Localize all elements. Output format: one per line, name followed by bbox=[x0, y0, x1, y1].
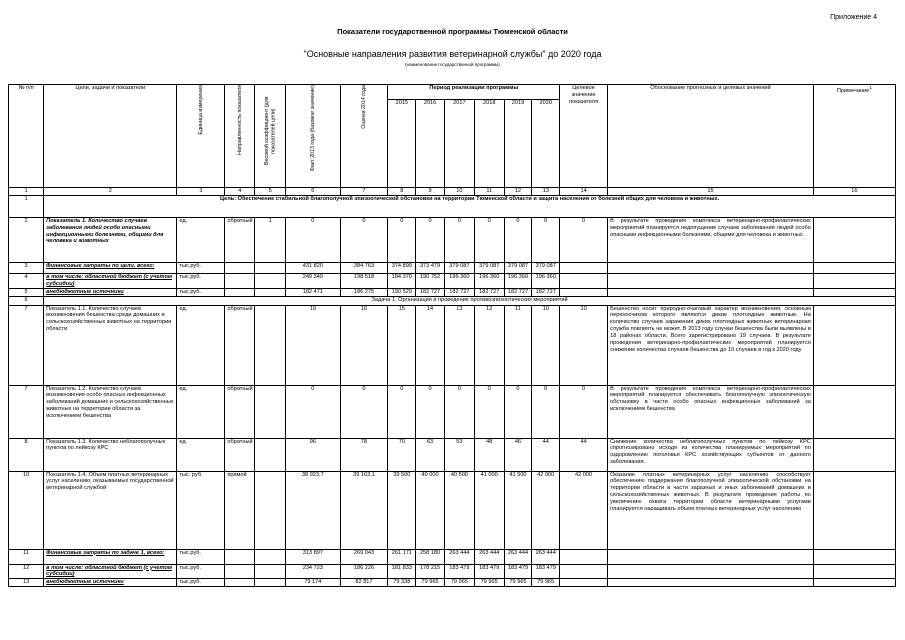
column-number-cell: 2 bbox=[44, 188, 177, 196]
note-cell bbox=[813, 549, 895, 564]
year-value-cell: 13 bbox=[444, 305, 474, 385]
year-value-cell: 44 bbox=[532, 438, 560, 471]
year-value-cell: 15 bbox=[388, 305, 416, 385]
col-header-note-sup: 1 bbox=[869, 85, 872, 90]
justification-cell: Оказание платных ветеринарных услуг населению способствует обеспечению поддержания благополучной эпизоотической обстановки на территории области в части заразных и иных заболеваний домашних и сельскохозяйственных животных. В результате проведения работы по увеличению охвата территории области ветеринарными услугами планируется наращивать объем платных ветеринарных услуг населению bbox=[608, 471, 814, 549]
note-cell bbox=[813, 305, 895, 385]
justification-cell bbox=[608, 579, 814, 587]
year-value-cell: 181 833 bbox=[388, 564, 416, 579]
year-value-cell: 0 bbox=[444, 385, 474, 438]
col-header-note-text: Примечание bbox=[836, 87, 870, 94]
fact-2013-cell: 0 bbox=[286, 385, 340, 438]
note-cell bbox=[813, 218, 895, 263]
note-cell bbox=[813, 564, 895, 579]
year-value-cell: 178 215 bbox=[416, 564, 445, 579]
table-row bbox=[9, 305, 896, 385]
column-number-row bbox=[9, 188, 896, 196]
direction-cell bbox=[225, 274, 255, 289]
appendix-label: Приложение 4 bbox=[830, 14, 877, 21]
column-number-cell: 9 bbox=[416, 188, 445, 196]
year-2018: 2018 bbox=[474, 100, 504, 188]
direction-cell: обратный bbox=[225, 385, 255, 438]
year-value-cell: 263 444 bbox=[532, 549, 560, 564]
year-2019: 2019 bbox=[504, 100, 532, 188]
unit-cell: тыс.руб. bbox=[177, 579, 225, 587]
estimate-2014-cell: 0 bbox=[340, 385, 388, 438]
year-2015: 2015 bbox=[388, 100, 416, 188]
fact-2013-cell: 0 bbox=[286, 218, 340, 263]
estimate-2014-cell: 78 bbox=[340, 438, 388, 471]
table-row bbox=[9, 263, 896, 274]
row-num: 12 bbox=[9, 564, 44, 579]
indicator-name: внебюджетные источники bbox=[44, 579, 177, 587]
unit-cell: ед. bbox=[177, 385, 225, 438]
year-value-cell: 196 360 bbox=[444, 274, 474, 289]
fact-2013-cell: 431 820 bbox=[286, 263, 340, 274]
note-cell bbox=[813, 263, 895, 274]
year-value-cell: 79 965 bbox=[474, 579, 504, 587]
col-header-direction-text: Направленность показателя bbox=[236, 85, 243, 155]
column-number-cell: 16 bbox=[813, 188, 895, 196]
year-value-cell: 263 444 bbox=[504, 549, 532, 564]
target-cell bbox=[560, 274, 608, 289]
year-value-cell: 183 479 bbox=[444, 564, 474, 579]
table-row bbox=[9, 288, 896, 296]
year-value-cell: 46 bbox=[504, 438, 532, 471]
target-cell bbox=[560, 549, 608, 564]
column-number-cell: 8 bbox=[388, 188, 416, 196]
table-row bbox=[9, 579, 896, 587]
year-value-cell: 63 bbox=[416, 438, 445, 471]
justification-cell: Снижение количества неблагополучных пунктов по лейкозу КРС спрогнозировано исходя из количества планируемых мероприятий по оздоровлению поголовья КРС хозяйствующих субъектов от данного заболевания. bbox=[608, 438, 814, 471]
estimate-2014-cell: 82 817 bbox=[340, 579, 388, 587]
unit-cell: тыс.руб. bbox=[177, 263, 225, 274]
estimate-2014-cell: 384 763 bbox=[340, 263, 388, 274]
direction-cell: обратный bbox=[225, 218, 255, 263]
column-number-cell: 7 bbox=[340, 188, 388, 196]
year-value-cell: 12 bbox=[474, 305, 504, 385]
year-value-cell: 182 727 bbox=[532, 288, 560, 296]
target-cell bbox=[560, 288, 608, 296]
note-cell bbox=[813, 579, 895, 587]
year-value-cell: 0 bbox=[474, 385, 504, 438]
justification-cell: В результате проведения комплекса ветеринарно-профилактических мероприятий планируется обеспечивать благополучную эпизоотическую обстановку в части особо опасных инфекционных заболеваний за исключением бешенства bbox=[608, 385, 814, 438]
unit-cell: тыс.руб. bbox=[177, 288, 225, 296]
weight-cell bbox=[255, 305, 286, 385]
column-number-cell: 6 bbox=[286, 188, 340, 196]
year-value-cell: 373 479 bbox=[416, 263, 445, 274]
indicator-name: в том числе: областной бюджет (с учетом субсидии) bbox=[44, 564, 177, 579]
column-number-cell: 15 bbox=[608, 188, 814, 196]
indicator-name: Финансовые затраты по задаче 1, всего: bbox=[44, 549, 177, 564]
col-header-num: № п/п bbox=[9, 85, 44, 188]
year-2017: 2017 bbox=[444, 100, 474, 188]
fact-2013-cell: 313 897 bbox=[286, 549, 340, 564]
row-num: 8 bbox=[9, 438, 44, 471]
direction-cell: обратный bbox=[225, 438, 255, 471]
year-value-cell: 53 bbox=[444, 438, 474, 471]
indicator-name: Показатель 1. Количество случаев заболевания людей особо опасными инфекционными болезнями, общими для человека и животных bbox=[44, 218, 177, 263]
year-value-cell: 41 500 bbox=[504, 471, 532, 549]
fact-2013-cell: 38 923,7 bbox=[286, 471, 340, 549]
indicator-name: Показатель 1.2. Количество случаев возникновения особо опасных инфекционных заболеваний домашних и сельскохозяйственных животных на территории области за исключением бешенства bbox=[44, 385, 177, 438]
unit-cell: ед. bbox=[177, 218, 225, 263]
fact-2013-cell: 234 723 bbox=[286, 564, 340, 579]
target-cell: 0 bbox=[560, 218, 608, 263]
justification-cell bbox=[608, 263, 814, 274]
col-header-unit bbox=[177, 85, 225, 188]
document-title: Показатели государственной программы Тюменской области bbox=[337, 27, 568, 36]
year-value-cell: 79 965 bbox=[532, 579, 560, 587]
direction-cell bbox=[225, 549, 255, 564]
year-value-cell: 261 171 bbox=[388, 549, 416, 564]
col-header-fact2013 bbox=[286, 85, 340, 188]
year-value-cell: 374 899 bbox=[388, 263, 416, 274]
weight-cell bbox=[255, 438, 286, 471]
weight-cell bbox=[255, 263, 286, 274]
year-value-cell: 11 bbox=[504, 305, 532, 385]
year-value-cell: 196 360 bbox=[504, 274, 532, 289]
note-cell bbox=[813, 385, 895, 438]
year-value-cell: 0 bbox=[416, 218, 445, 263]
unit-cell: ед. bbox=[177, 438, 225, 471]
col-header-est2014 bbox=[340, 85, 388, 188]
table-row bbox=[9, 385, 896, 438]
year-value-cell: 0 bbox=[388, 218, 416, 263]
year-value-cell: 182 727 bbox=[444, 288, 474, 296]
target-cell: 42 000 bbox=[560, 471, 608, 549]
indicator-name: Показатель 1.3. Количество неблагополучных пунктов по лейкозу КРС bbox=[44, 438, 177, 471]
row-num: 3 bbox=[9, 263, 44, 274]
note-cell bbox=[813, 274, 895, 289]
program-caption: (наименование государственной программы) bbox=[405, 62, 500, 67]
note-cell bbox=[813, 471, 895, 549]
year-value-cell: 40 000 bbox=[416, 471, 445, 549]
indicator-name: внебюджетные источники bbox=[44, 288, 177, 296]
weight-cell bbox=[255, 385, 286, 438]
weight-cell bbox=[255, 564, 286, 579]
direction-cell bbox=[225, 579, 255, 587]
row-num: 5 bbox=[9, 288, 44, 296]
direction-cell bbox=[225, 564, 255, 579]
direction-cell bbox=[225, 288, 255, 296]
task-num: 6 bbox=[9, 296, 44, 305]
year-value-cell: 40 500 bbox=[444, 471, 474, 549]
year-value-cell: 70 bbox=[388, 438, 416, 471]
year-value-cell: 42 000 bbox=[532, 471, 560, 549]
year-value-cell: 258 180 bbox=[416, 549, 445, 564]
col-header-fact2013-text: Факт 2013 года (базовое значение) bbox=[309, 85, 316, 172]
year-value-cell: 0 bbox=[504, 385, 532, 438]
target-cell: 44 bbox=[560, 438, 608, 471]
unit-cell: тыс.руб. bbox=[177, 274, 225, 289]
target-cell: 0 bbox=[560, 385, 608, 438]
column-number-cell: 5 bbox=[255, 188, 286, 196]
column-number-cell: 11 bbox=[474, 188, 504, 196]
row-num: 7 bbox=[9, 305, 44, 385]
col-header-justification: Обоснование прогнозных и целевых значений bbox=[608, 85, 814, 188]
weight-cell bbox=[255, 549, 286, 564]
year-value-cell: 48 bbox=[474, 438, 504, 471]
justification-cell: Бешенство носит природно-очаговый характер возникновения, основным переносчиком которого являются дикие плотоядные животные. На количество случаев заражения диких плотоядных животных ветеринарная служба повлиять не может. В 2013 году случаи бешенства были выявлены в 18 районах области. Всего зарегистрировано 19 случаев. В результате проведения ветеринарно-профилактических мероприятий планируется снижение количества случаев бешенства до 10 случаев в год к 2020 году bbox=[608, 305, 814, 385]
row-num: 2 bbox=[9, 218, 44, 263]
column-number-cell: 3 bbox=[177, 188, 225, 196]
year-value-cell: 182 727 bbox=[416, 288, 445, 296]
year-value-cell: 0 bbox=[474, 218, 504, 263]
year-value-cell: 41 000 bbox=[474, 471, 504, 549]
estimate-2014-cell: 0 bbox=[340, 218, 388, 263]
justification-cell bbox=[608, 288, 814, 296]
col-header-target: Целевое значение показателя bbox=[560, 85, 608, 188]
year-value-cell: 379 087 bbox=[474, 263, 504, 274]
year-value-cell: 379 087 bbox=[504, 263, 532, 274]
fact-2013-cell: 19 bbox=[286, 305, 340, 385]
table-row bbox=[9, 549, 896, 564]
program-name: "Основные направления развития ветеринарной службы" до 2020 года bbox=[303, 49, 602, 59]
col-header-est2014-text: Оценка 2014 года bbox=[360, 85, 367, 129]
estimate-2014-cell: 198 518 bbox=[340, 274, 388, 289]
col-header-weight bbox=[255, 85, 286, 188]
unit-cell: тыс. руб. bbox=[177, 471, 225, 549]
row-num: 7 bbox=[9, 385, 44, 438]
col-header-unit-text: Единица измерения bbox=[197, 85, 204, 135]
col-header-note bbox=[813, 85, 895, 188]
indicators-table bbox=[8, 84, 896, 587]
year-value-cell: 183 479 bbox=[532, 564, 560, 579]
year-value-cell: 182 727 bbox=[474, 288, 504, 296]
year-value-cell: 0 bbox=[504, 218, 532, 263]
target-cell bbox=[560, 263, 608, 274]
year-value-cell: 196 360 bbox=[532, 274, 560, 289]
indicator-name: Показатель 1.1. Количество случаев возникновения бешенства среди домашних и сельскохозяйственных животных на территории области bbox=[44, 305, 177, 385]
table-row bbox=[9, 471, 896, 549]
table-row bbox=[9, 218, 896, 263]
weight-cell bbox=[255, 471, 286, 549]
year-value-cell: 190 529 bbox=[388, 288, 416, 296]
justification-cell bbox=[608, 564, 814, 579]
year-value-cell: 0 bbox=[416, 385, 445, 438]
weight-cell: 1 bbox=[255, 218, 286, 263]
row-num: 10 bbox=[9, 471, 44, 549]
column-number-cell: 1 bbox=[9, 188, 44, 196]
row-num: 11 bbox=[9, 549, 44, 564]
goal-row bbox=[9, 196, 896, 218]
indicator-name: Финансовые затраты по цели, всего: bbox=[44, 263, 177, 274]
year-value-cell: 0 bbox=[532, 385, 560, 438]
year-value-cell: 79 965 bbox=[416, 579, 445, 587]
year-value-cell: 0 bbox=[444, 218, 474, 263]
year-value-cell: 39 500 bbox=[388, 471, 416, 549]
fact-2013-cell: 96 bbox=[286, 438, 340, 471]
year-value-cell: 379 087 bbox=[532, 263, 560, 274]
weight-cell bbox=[255, 579, 286, 587]
target-cell bbox=[560, 579, 608, 587]
estimate-2014-cell: 186 226 bbox=[340, 564, 388, 579]
year-value-cell: 79 965 bbox=[444, 579, 474, 587]
unit-cell: тыс.руб. bbox=[177, 549, 225, 564]
year-value-cell: 263 444 bbox=[474, 549, 504, 564]
task-row bbox=[9, 296, 896, 305]
year-2016: 2016 bbox=[416, 100, 445, 188]
direction-cell: обратный bbox=[225, 305, 255, 385]
unit-cell: тыс.руб. bbox=[177, 564, 225, 579]
column-number-cell: 14 bbox=[560, 188, 608, 196]
weight-cell bbox=[255, 288, 286, 296]
task-text: Задача 1. Организация и проведение противоэпизоотических мероприятий bbox=[44, 296, 896, 305]
col-header-weight-text: Весовой коэффициент (для показателей цели) bbox=[263, 96, 277, 166]
unit-cell: ед. bbox=[177, 305, 225, 385]
column-number-cell: 4 bbox=[225, 188, 255, 196]
col-header-period: Период реализации программы bbox=[388, 85, 560, 100]
indicator-name: в том числе: областной бюджет (с учетом субсидии) bbox=[44, 274, 177, 289]
fact-2013-cell: 249 349 bbox=[286, 274, 340, 289]
goal-text: Цель: Обеспечение стабильной благополучной эпизоотической обстановки на территории Тюменской области и защита населения от болезней общих для человека и животных. bbox=[44, 196, 896, 218]
justification-cell: В результате проведения комплекса ветеринарно-профилактических мероприятий планируется недопущение случаев заболевания людей особо опасными инфекционными болезнями, общими для человека и животных. bbox=[608, 218, 814, 263]
fact-2013-cell: 79 174 bbox=[286, 579, 340, 587]
year-value-cell: 0 bbox=[388, 385, 416, 438]
justification-cell bbox=[608, 274, 814, 289]
year-value-cell: 79 338 bbox=[388, 579, 416, 587]
year-value-cell: 196 360 bbox=[474, 274, 504, 289]
year-value-cell: 182 727 bbox=[504, 288, 532, 296]
justification-cell bbox=[608, 549, 814, 564]
year-value-cell: 183 479 bbox=[474, 564, 504, 579]
year-value-cell: 190 752 bbox=[416, 274, 445, 289]
fact-2013-cell: 182 471 bbox=[286, 288, 340, 296]
goal-num: 1 bbox=[9, 196, 44, 218]
target-cell: 10 bbox=[560, 305, 608, 385]
column-number-cell: 10 bbox=[444, 188, 474, 196]
direction-cell: прямой bbox=[225, 471, 255, 549]
table-row bbox=[9, 274, 896, 289]
estimate-2014-cell: 269 043 bbox=[340, 549, 388, 564]
col-header-goals: Цели, задачи и показатели bbox=[44, 85, 177, 188]
year-value-cell: 79 965 bbox=[504, 579, 532, 587]
year-value-cell: 184 370 bbox=[388, 274, 416, 289]
estimate-2014-cell: 16 bbox=[340, 305, 388, 385]
note-cell bbox=[813, 288, 895, 296]
col-header-direction bbox=[225, 85, 255, 188]
table-row bbox=[9, 438, 896, 471]
column-number-cell: 12 bbox=[504, 188, 532, 196]
weight-cell bbox=[255, 274, 286, 289]
indicator-name: Показатель 1.4. Объем платных ветеринарных услуг населению, оказываемых государственной ветеринарной службой bbox=[44, 471, 177, 549]
direction-cell bbox=[225, 263, 255, 274]
estimate-2014-cell: 186 275 bbox=[340, 288, 388, 296]
year-value-cell: 14 bbox=[416, 305, 445, 385]
year-value-cell: 0 bbox=[532, 218, 560, 263]
row-num: 13 bbox=[9, 579, 44, 587]
estimate-2014-cell: 39 163,1 bbox=[340, 471, 388, 549]
year-value-cell: 379 087 bbox=[444, 263, 474, 274]
note-cell bbox=[813, 438, 895, 471]
year-value-cell: 10 bbox=[532, 305, 560, 385]
year-value-cell: 183 479 bbox=[504, 564, 532, 579]
year-value-cell: 263 444 bbox=[444, 549, 474, 564]
target-cell bbox=[560, 564, 608, 579]
row-num: 4 bbox=[9, 274, 44, 289]
year-2020: 2020 bbox=[532, 100, 560, 188]
table-row bbox=[9, 564, 896, 579]
column-number-cell: 13 bbox=[532, 188, 560, 196]
